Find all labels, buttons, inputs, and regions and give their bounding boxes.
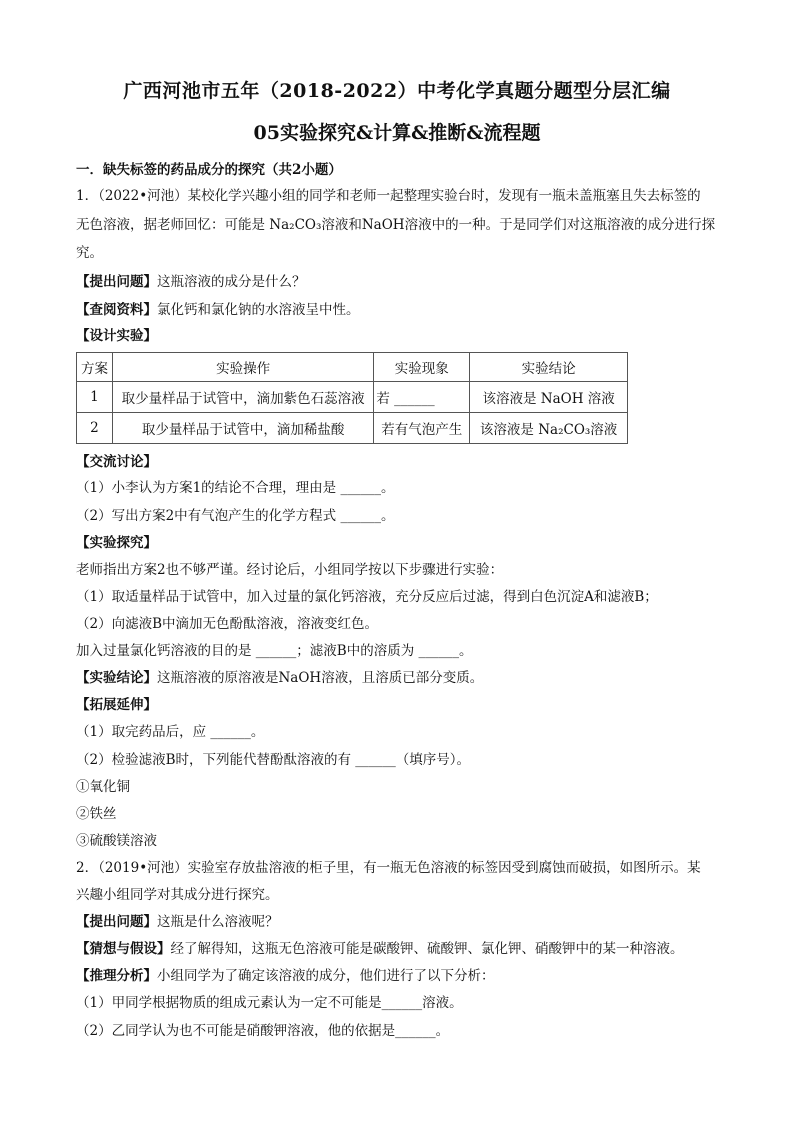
q2-text-line-2: 兴趣小组同学对其成分进行探究。 — [76, 887, 279, 903]
table-cell: 若 ______ — [374, 382, 470, 413]
table-row — [77, 382, 628, 413]
explore-step-2: （2）向滤液B中滴加无色酚酞溶液，溶液变红色。 — [76, 616, 379, 632]
extend-tag: 【拓展延伸】 — [76, 697, 157, 713]
guess-tag: 【猜想与假设】 — [76, 941, 171, 957]
document-subtitle: 05实验探究&计算&推断&流程题 — [253, 122, 541, 144]
table-cell: 该溶液是 Na₂CO₃溶液 — [470, 413, 628, 444]
explore-question: 加入过量氯化钙溶液的目的是 ______；滤液B中的溶质为 ______。 — [76, 643, 473, 659]
extend-item-1: （1）取完药品后，应 ______。 — [76, 724, 265, 740]
q2-text-line-1: 2．（2019•河池）实验室存放盐溶液的柜子里，有一瓶无色溶液的标签因受到腐蚀而破损，如图所示。某 — [76, 860, 701, 876]
option-2: ②铁丝 — [76, 806, 117, 822]
table-cell: 2 — [77, 413, 113, 444]
experiment-table — [76, 352, 628, 444]
table-cell: 若有气泡产生 — [374, 413, 470, 444]
option-3: ③硫酸镁溶液 — [76, 833, 157, 849]
table-cell: 1 — [77, 382, 113, 413]
q2-guess — [76, 939, 726, 959]
infer-text: 小组同学为了确定该溶液的成分，他们进行了以下分析： — [157, 968, 495, 984]
ask-tag: 【提出问题】 — [76, 914, 157, 930]
table-header: 实验现象 — [374, 353, 470, 382]
table-header: 实验结论 — [470, 353, 628, 382]
info-tag: 【查阅资料】 — [76, 302, 157, 318]
table-cell: 取少量样品于试管中，滴加紫色石蕊溶液 — [112, 382, 373, 413]
table-cell: 该溶液是 NaOH 溶液 — [470, 382, 628, 413]
ask-tag: 【提出问题】 — [76, 274, 157, 290]
discuss-item-2: （2）写出方案2中有气泡产生的化学方程式 ______。 — [76, 508, 395, 524]
q1-info — [76, 300, 726, 320]
guess-text: 经了解得知，这瓶无色溶液可能是碳酸钾、硫酸钾、氯化钾、硝酸钾中的某一种溶液。 — [170, 941, 684, 957]
discuss-item-1: （1）小李认为方案1的结论不合理，理由是 ______。 — [76, 480, 395, 496]
q2-point-1: （1）甲同学根据物质的组成元素认为一定不可能是______溶液。 — [76, 995, 463, 1011]
explore-tag: 【实验探究】 — [76, 535, 157, 551]
discuss-tag: 【交流讨论】 — [76, 454, 157, 470]
table-row — [77, 413, 628, 444]
info-text: 氯化钙和氯化钠的水溶液呈中性。 — [157, 302, 360, 318]
ask-text: 这瓶是什么溶液呢？ — [157, 914, 279, 930]
option-1: ①氧化铜 — [76, 779, 130, 795]
table-header-row — [77, 353, 628, 382]
q1-text-line-2: 无色溶液，据老师回忆：可能是 Na₂CO₃溶液和NaOH溶液中的一种。于是同学们对这瓶溶液的成分进行探 — [76, 217, 716, 233]
q1-text-line-1: 1．（2022•河池）某校化学兴趣小组的同学和老师一起整理实验台时，发现有一瓶未盖瓶塞且失去标签的 — [76, 188, 701, 204]
q2-ask — [76, 912, 726, 932]
design-tag: 【设计实验】 — [76, 328, 157, 344]
extend-item-2: （2）检验滤液B时，下列能代替酚酞溶液的有 ______（填序号）。 — [76, 752, 471, 768]
infer-tag: 【推理分析】 — [76, 968, 157, 984]
q2-point-2: （2）乙同学认为也不可能是硝酸钾溶液，他的依据是______。 — [76, 1023, 450, 1039]
ask-text: 这瓶溶液的成分是什么？ — [157, 274, 306, 290]
conclusion-tag: 【实验结论】 — [76, 670, 157, 686]
q1-text-line-3: 究。 — [76, 245, 103, 261]
conclusion-text: 这瓶溶液的原溶液是NaOH溶液，且溶质已部分变质。 — [157, 670, 484, 686]
section-heading: 一．缺失标签的药品成分的探究（共2小题） — [76, 162, 342, 178]
table-header: 实验操作 — [112, 353, 373, 382]
q1-ask — [76, 272, 726, 292]
q2-infer — [76, 966, 726, 986]
document-title: 广西河池市五年（2018-2022）中考化学真题分题型分层汇编 — [123, 80, 671, 102]
table-header: 方案 — [77, 353, 113, 382]
conclusion — [76, 668, 726, 688]
explore-intro: 老师指出方案2也不够严谨。经讨论后，小组同学按以下步骤进行实验： — [76, 562, 504, 578]
explore-step-1: （1）取适量样品于试管中，加入过量的氯化钙溶液，充分反应后过滤，得到白色沉淀A和滤液B； — [76, 589, 658, 605]
table-cell: 取少量样品于试管中，滴加稀盐酸 — [112, 413, 373, 444]
